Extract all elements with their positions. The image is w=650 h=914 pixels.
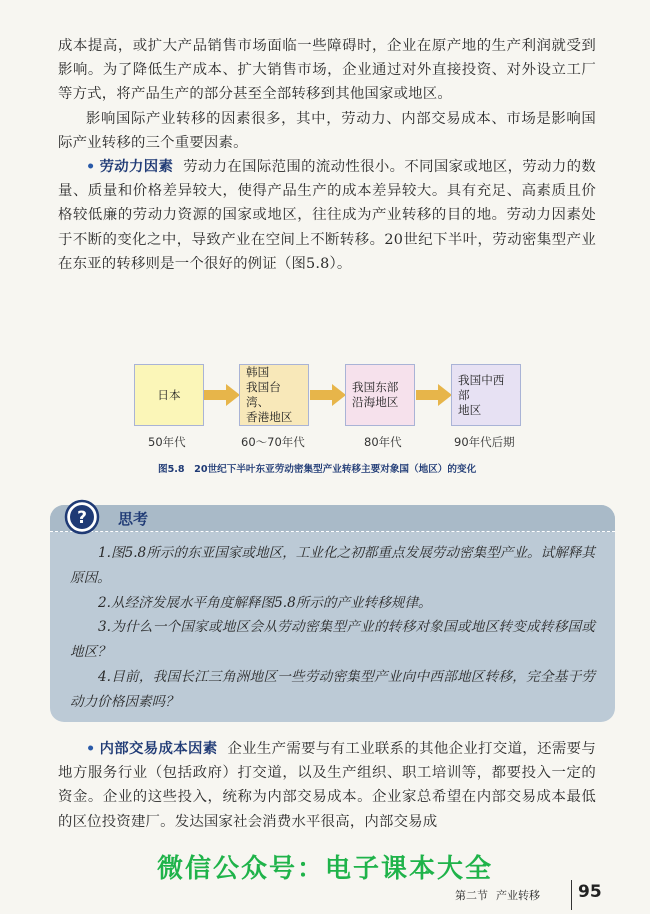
flow-box-central-west <box>451 364 521 426</box>
watermark-text: 微信公众号：电子课本大全 <box>156 854 493 884</box>
think-question <box>70 591 595 616</box>
era-label: 50年代 <box>148 435 186 449</box>
svg-text:?: ? <box>77 508 87 528</box>
think-title: 思考 <box>118 510 149 528</box>
footer-section-number: 第二节 <box>455 889 488 902</box>
flow-box-korea-taiwan-hongkong <box>239 364 309 426</box>
bullet-dot-icon: • <box>86 158 96 176</box>
era-label: 60～70年代 <box>241 435 305 449</box>
transaction-text <box>58 737 596 834</box>
flow-box-label: 我国中西部 地区 <box>458 372 505 417</box>
think-question <box>70 665 595 715</box>
transfer-flow-diagram <box>134 364 554 449</box>
think-box <box>50 505 615 722</box>
era-label: 80年代 <box>364 435 402 449</box>
intro-text <box>58 34 596 276</box>
think-questions <box>70 541 595 715</box>
flow-box-label: 韩国 我国台湾、 香港地区 <box>246 365 293 424</box>
page-number: 95 <box>578 882 602 902</box>
flow-box-japan <box>134 364 204 426</box>
question-mark-icon <box>64 499 100 535</box>
footer-divider <box>571 880 572 910</box>
question-text: 2.从经济发展水平角度解释图5.8所示的产业转移规律。 <box>98 594 432 611</box>
arrow-right-icon <box>204 384 240 406</box>
think-question <box>70 615 595 665</box>
arrow-right-icon <box>416 384 452 406</box>
transaction-heading: 内部交易成本因素 <box>99 741 218 757</box>
question-text: 3.为什么一个国家或地区会从劳动密集型产业的转移对象国或地区转变成转移国或地区？ <box>70 619 595 661</box>
footer-topic: 产业转移 <box>496 889 540 902</box>
intro-paragraph-2: 影响国际产业转移的因素很多，其中，劳动力、内部交易成本、市场是影响国际产业转移的三个重要因素。 <box>58 110 596 151</box>
transaction-body: 企业生产需要与有工业联系的其他企业打交道，还需要与地方服务行业（包括政府）打交道，以及生产组织、职工培训等，都要投入一定的资金。企业的这些投入，统称为内部交易成本。企业家总希望在内部交易成本最低的区位投资建厂。发达国家社会消费水平很高，内部交易成 <box>58 741 596 830</box>
flow-box-label: 日本 <box>157 387 181 402</box>
flow-box-east-coast <box>345 364 415 426</box>
intro-paragraph-1: 成本提高，或扩大产品销售市场面临一些障碍时，企业在原产地的生产利润就受到影响。为了降低生产成本、扩大销售市场，企业通过对外直接投资、对外设立工厂等方式，将产品生产的部分甚至全部转移到其他国家或地区。 <box>58 38 596 103</box>
footer-section <box>455 887 548 903</box>
figure-caption: 图5.8 20世纪下半叶东亚劳动密集型产业转移主要对象国（地区）的变化 <box>158 464 477 475</box>
transaction-paragraph <box>58 737 596 834</box>
think-question <box>70 541 595 591</box>
labor-body: 劳动力在国际范围的流动性很小。不同国家或地区，劳动力的数量、质量和价格差异较大，使得产品生产的成本差异较大。具有充足、高素质且价格较低廉的劳动力资源的国家或地区，往往成为产业转移的目的地。劳动力因素处于不断的变化之中，导致产业在空间上不断转移。20世纪下半叶，劳动密集型产业在东亚的转移则是一个很好的例证（图5.8）。 <box>58 159 596 272</box>
era-label: 90年代后期 <box>454 435 515 449</box>
bullet-dot-icon: • <box>86 740 96 757</box>
question-text: 1.图5.8所示的东亚国家或地区，工业化之初都重点发展劳动密集型产业。试解释其原因。 <box>70 545 595 586</box>
flow-box-label: 我国东部 沿海地区 <box>352 380 399 409</box>
labor-heading: 劳动力因素 <box>99 159 174 176</box>
labor-paragraph <box>58 155 596 276</box>
arrow-right-icon <box>310 384 346 406</box>
question-text: 4.目前，我国长江三角洲地区一些劳动密集型产业向中西部地区转移，完全基于劳动力价格因素吗？ <box>70 668 595 710</box>
